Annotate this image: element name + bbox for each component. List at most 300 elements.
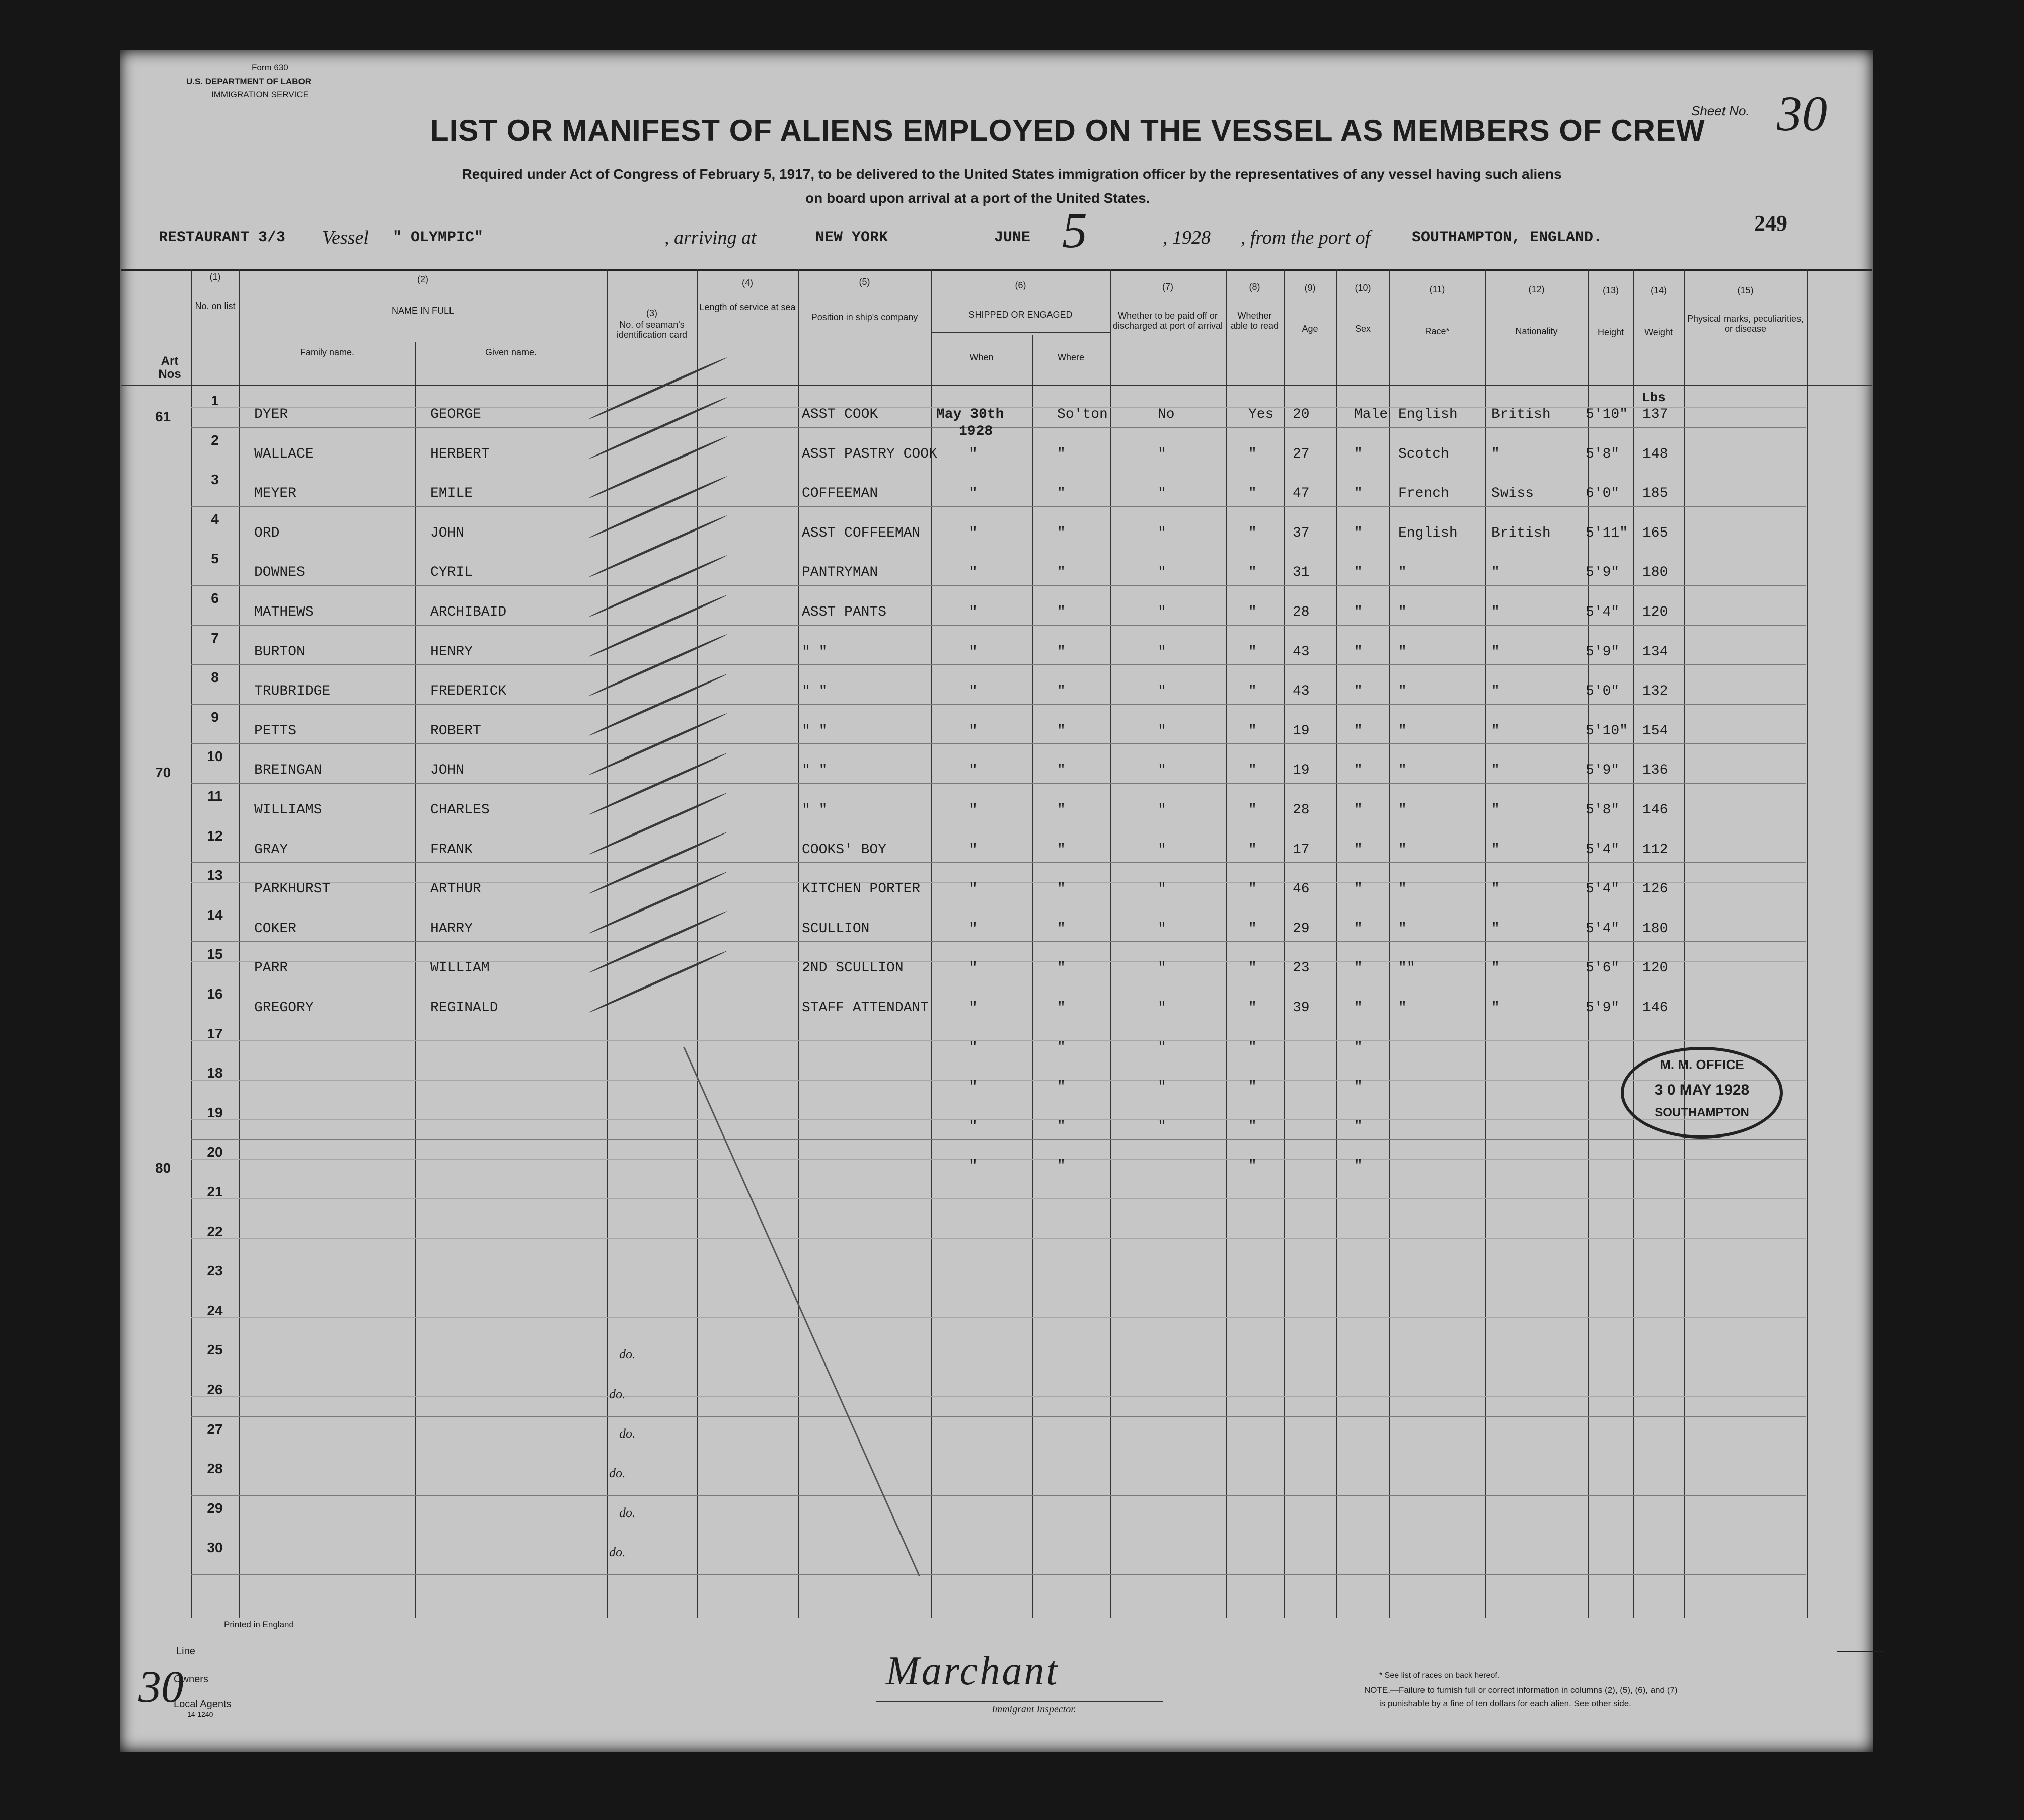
art-number: 61 <box>155 409 171 424</box>
cell-when: " <box>969 1118 978 1134</box>
cell-read: " <box>1248 446 1257 462</box>
department: U.S. DEPARTMENT OF LABOR <box>186 77 312 86</box>
cell-sex: " <box>1354 723 1363 739</box>
cell-read: " <box>1248 525 1257 541</box>
cell-height: 5'10" <box>1586 407 1628 422</box>
row-rule <box>191 1080 1806 1081</box>
arrival-year: , 1928 <box>1163 227 1211 248</box>
row-rule <box>191 506 1806 507</box>
cell-where: " <box>1057 486 1066 502</box>
cell-weight: 132 <box>1642 684 1668 700</box>
cell-age: 47 <box>1293 486 1310 502</box>
cell-read: " <box>1248 486 1257 502</box>
cell-nat: " <box>1491 644 1500 660</box>
departure-port: SOUTHAMPTON, ENGLAND. <box>1412 229 1603 246</box>
cell-family: WALLACE <box>254 446 314 462</box>
inspector-label: Immigrant Inspector. <box>992 1704 1076 1715</box>
cell-given: HENRY <box>430 644 473 660</box>
cell-position: ASST PANTS <box>802 604 887 620</box>
cell-when: " <box>969 763 978 779</box>
cell-given: ARCHIBAID <box>430 604 507 620</box>
cell-height: 6'0" <box>1586 486 1620 502</box>
row-rule <box>191 1238 1806 1239</box>
row-number: 14 <box>207 906 223 923</box>
cell-height: 5'9" <box>1586 644 1620 660</box>
row-rule <box>191 1495 1806 1496</box>
table-top-rule <box>121 269 1872 271</box>
row-number: 6 <box>211 590 219 606</box>
cell-read: " <box>1248 1079 1257 1095</box>
row-number: 21 <box>207 1184 223 1199</box>
cell-sex: " <box>1354 446 1363 462</box>
cell-where: " <box>1057 565 1066 581</box>
shipped-subheader-rule <box>931 332 1110 333</box>
cell-sex: " <box>1354 802 1363 818</box>
cell-when: " <box>969 644 978 660</box>
cell-sex: " <box>1354 1158 1363 1174</box>
column-divider <box>1807 269 1808 1618</box>
weight-unit: Lbs <box>1642 390 1666 405</box>
cell-family: DOWNES <box>254 565 305 581</box>
header-n7: (7) <box>1162 282 1173 292</box>
cell-race: " <box>1398 684 1407 700</box>
cell-weight: 134 <box>1642 644 1668 660</box>
header-given-name: Given name. <box>485 347 537 357</box>
cell-position: ASST COOK <box>802 407 878 422</box>
row-rule <box>191 1416 1806 1417</box>
cell-given: JOHN <box>430 763 465 779</box>
row-number: 10 <box>207 748 223 765</box>
header-n1: (1) <box>209 272 221 282</box>
cell-paid: " <box>1158 763 1166 779</box>
sheet-label: Sheet No. <box>1691 103 1750 118</box>
cell-read: " <box>1248 1000 1257 1016</box>
cell-nat: " <box>1491 604 1500 620</box>
margin-pen-line <box>1837 1651 1883 1652</box>
cell-race: " <box>1398 1000 1407 1016</box>
cell-age: 37 <box>1293 525 1310 541</box>
penalty-note-1: NOTE.—Failure to furnish full or correct information in columns (2), (5), (6), and (7) <box>1364 1685 1678 1695</box>
subtitle-line-1: Required under Act of Congress of February 5, 1917, to be delivered to the United States immigration officer by the representatives of any vessel having such aliens <box>462 166 1562 182</box>
cell-race: " <box>1398 644 1407 660</box>
cell-race: French <box>1398 486 1449 502</box>
cell-where: " <box>1057 446 1066 462</box>
cell-given: HERBERT <box>430 446 490 462</box>
header-n12: (12) <box>1528 284 1545 294</box>
cell-race: " <box>1398 842 1407 858</box>
cell-read: " <box>1248 644 1257 660</box>
cell-race: " <box>1398 921 1407 937</box>
row-rule <box>191 1574 1806 1575</box>
cell-where: " <box>1057 1158 1066 1174</box>
header-family-name: Family name. <box>299 347 355 357</box>
from-label: , from the port of <box>1241 227 1371 248</box>
cell-sex: " <box>1354 644 1363 660</box>
row-number: 20 <box>207 1144 223 1160</box>
cell-sex: " <box>1354 881 1363 897</box>
cell-where: " <box>1057 881 1066 897</box>
header-bottom-rule <box>121 385 1872 386</box>
cell-where: " <box>1057 604 1066 620</box>
cell-when: " <box>969 802 978 818</box>
cell-position: PANTRYMAN <box>802 565 878 581</box>
cell-where: " <box>1057 1000 1066 1016</box>
cell-sex: " <box>1354 763 1363 779</box>
cell-paid: " <box>1158 723 1166 739</box>
cell-paid: " <box>1158 604 1166 620</box>
row-number: 17 <box>207 1025 223 1041</box>
cell-sex: " <box>1354 486 1363 502</box>
cell-paid: " <box>1158 1039 1166 1055</box>
cell-read: " <box>1248 723 1257 739</box>
first-row-when: May 30th <box>936 407 1004 422</box>
cell-when: " <box>969 565 978 581</box>
ditto-mark: do. <box>609 1466 626 1481</box>
cell-weight: 180 <box>1642 921 1668 937</box>
cell-given: CHARLES <box>430 802 490 818</box>
cell-when: " <box>969 525 978 541</box>
sheet-number: 30 <box>1777 86 1827 141</box>
cell-nat: Swiss <box>1491 486 1534 502</box>
cell-where: " <box>1057 960 1066 976</box>
cell-family: GREGORY <box>254 1000 314 1016</box>
header-n5: (5) <box>859 277 870 287</box>
cell-race: " <box>1398 881 1407 897</box>
header-n2: (2) <box>417 274 428 284</box>
cell-nat: " <box>1491 565 1500 581</box>
cell-family: PARKHURST <box>254 881 331 897</box>
cell-family: MATHEWS <box>254 604 314 620</box>
header-when: When <box>969 352 994 362</box>
cell-given: JOHN <box>430 525 465 541</box>
cell-family: BURTON <box>254 644 305 660</box>
row-number: 11 <box>207 788 222 804</box>
cell-age: 17 <box>1293 842 1310 858</box>
arrival-month: JUNE <box>994 229 1031 246</box>
row-number: 24 <box>207 1302 223 1318</box>
cell-given: FREDERICK <box>430 684 507 700</box>
cell-paid: " <box>1158 1118 1166 1134</box>
cell-paid: " <box>1158 1079 1166 1095</box>
signature-line <box>876 1701 1163 1702</box>
cell-given: ARTHUR <box>430 881 481 897</box>
cell-where: " <box>1057 723 1066 739</box>
row-number: 13 <box>207 867 223 883</box>
row-rule <box>191 783 1806 784</box>
header-n3: (3) <box>646 308 657 318</box>
header-shipped: SHIPPED OR ENGAGED <box>968 310 1073 320</box>
cell-weight: 126 <box>1642 881 1668 897</box>
cell-height: 5'4" <box>1586 604 1620 620</box>
cell-height: 5'4" <box>1586 881 1620 897</box>
row-number: 3 <box>211 472 219 488</box>
cell-given: CYRIL <box>430 565 473 581</box>
row-rule <box>191 1317 1806 1318</box>
cell-weight: 137 <box>1642 407 1668 422</box>
cell-read: " <box>1248 1158 1257 1174</box>
cell-nat: " <box>1491 960 1500 976</box>
cell-sex: " <box>1354 525 1363 541</box>
header-n15: (15) <box>1737 285 1754 295</box>
cell-read: " <box>1248 881 1257 897</box>
cell-sex: " <box>1354 1079 1363 1095</box>
cell-family: PETTS <box>254 723 297 739</box>
cell-race: " <box>1398 763 1407 779</box>
cell-where: " <box>1057 525 1066 541</box>
header-n4: (4) <box>742 278 753 288</box>
page-reference: 249 <box>1754 211 1787 236</box>
cell-race: " <box>1398 565 1407 581</box>
row-number: 23 <box>207 1263 223 1279</box>
cell-when: " <box>969 960 978 976</box>
cell-read: " <box>1248 565 1257 581</box>
row-number: 28 <box>207 1461 223 1477</box>
manifest-title: LIST OR MANIFEST OF ALIENS EMPLOYED ON THE VESSEL AS MEMBERS OF CREW <box>430 114 1705 147</box>
cell-where: " <box>1057 1118 1066 1134</box>
cell-nat: " <box>1491 802 1500 818</box>
cell-position: " " <box>802 723 828 739</box>
cell-weight: 185 <box>1642 486 1668 502</box>
cell-nat: " <box>1491 446 1500 462</box>
cell-where: " <box>1057 644 1066 660</box>
header-no-on-list: No. on list <box>195 301 236 311</box>
cell-paid: " <box>1158 525 1166 541</box>
header-name-in-full: NAME IN FULL <box>391 306 455 316</box>
cell-height: 5'8" <box>1586 446 1620 462</box>
margin-sheet-number: 30 <box>138 1662 184 1712</box>
cell-when: " <box>969 1000 978 1016</box>
cell-when: " <box>969 723 978 739</box>
row-number: 9 <box>211 709 219 725</box>
cell-weight: 120 <box>1642 604 1668 620</box>
row-number: 22 <box>207 1223 223 1239</box>
cell-age: 27 <box>1293 446 1310 462</box>
row-rule <box>191 1396 1806 1397</box>
cell-age: 20 <box>1293 407 1310 422</box>
row-number: 29 <box>207 1500 223 1516</box>
header-sex: Sex <box>1355 324 1371 334</box>
cell-when: " <box>969 446 978 462</box>
cell-nat: " <box>1491 684 1500 700</box>
penalty-note-2: is punishable by a fine of ten dollars for each alien. See other side. <box>1379 1699 1631 1708</box>
stamp-date: 3 0 MAY 1928 <box>1654 1082 1750 1098</box>
cell-age: 46 <box>1293 881 1310 897</box>
arrival-port: NEW YORK <box>815 229 888 246</box>
row-number: 26 <box>207 1382 223 1397</box>
first-row-year: 1928 <box>959 424 993 439</box>
cell-sex: " <box>1354 1118 1363 1134</box>
inspector-signature: Marchant <box>886 1649 1060 1693</box>
cell-paid: " <box>1158 921 1166 937</box>
header-where: Where <box>1057 352 1084 362</box>
header-length-service: Length of service at sea <box>699 302 796 312</box>
cell-sex: " <box>1354 842 1363 858</box>
row-number: 4 <box>211 511 219 527</box>
header-n13: (13) <box>1602 285 1619 295</box>
cell-position: SCULLION <box>802 921 870 937</box>
header-seaman-card: No. of seaman's identification card <box>616 320 688 340</box>
row-number: 16 <box>207 986 223 1002</box>
ditto-mark: do. <box>619 1505 636 1520</box>
ditto-mark: do. <box>619 1347 636 1362</box>
owners-label: Owners <box>174 1674 208 1685</box>
row-number: 8 <box>211 669 219 686</box>
cell-nat: " <box>1491 1000 1500 1016</box>
vessel-label: Vessel <box>322 227 369 248</box>
row-number: 15 <box>207 946 223 962</box>
cell-sex: Male <box>1354 407 1388 422</box>
cell-age: 43 <box>1293 644 1310 660</box>
cell-nat: " <box>1491 763 1500 779</box>
cell-given: REGINALD <box>430 1000 498 1016</box>
row-number: 7 <box>211 630 219 646</box>
cell-age: 31 <box>1293 565 1310 581</box>
subtitle-line-2: on board upon arrival at a port of the United States. <box>805 190 1150 206</box>
cell-position: ASST PASTRY COOK <box>802 446 937 462</box>
ditto-mark: do. <box>619 1426 636 1441</box>
cell-position: " " <box>802 684 828 700</box>
cell-read: " <box>1248 842 1257 858</box>
cell-paid: No <box>1158 407 1175 422</box>
header-age: Age <box>1302 324 1318 334</box>
cell-given: GEORGE <box>430 407 481 422</box>
cell-height: 5'0" <box>1586 684 1620 700</box>
races-note: * See list of races on back hereof. <box>1379 1671 1500 1680</box>
cell-position: COFFEEMAN <box>802 486 878 502</box>
header-position: Position in ship's company <box>811 312 918 322</box>
art-number: 70 <box>155 765 171 781</box>
cell-age: 39 <box>1293 1000 1310 1016</box>
cell-read: " <box>1248 960 1257 976</box>
cell-height: 5'9" <box>1586 1000 1620 1016</box>
cell-where: " <box>1057 1079 1066 1095</box>
cell-height: 5'10" <box>1586 723 1628 739</box>
cell-position: " " <box>802 763 828 779</box>
cell-sex: " <box>1354 1000 1363 1016</box>
cell-read: " <box>1248 684 1257 700</box>
cell-paid: " <box>1158 684 1166 700</box>
cell-given: FRANK <box>430 842 473 858</box>
cell-sex: " <box>1354 960 1363 976</box>
cell-family: BREINGAN <box>254 763 322 779</box>
mm-office-stamp <box>1621 1047 1783 1139</box>
art-nos-rule <box>146 385 191 386</box>
cell-sex: " <box>1354 565 1363 581</box>
cell-when: " <box>969 921 978 937</box>
row-number: 5 <box>211 551 219 567</box>
cell-race: English <box>1398 407 1458 422</box>
cell-where: " <box>1057 842 1066 858</box>
row-rule <box>191 625 1806 626</box>
cell-read: " <box>1248 921 1257 937</box>
row-number: 2 <box>211 432 219 448</box>
arriving-label: , arriving at <box>664 227 757 248</box>
art-number: 80 <box>155 1160 171 1176</box>
cell-weight: 146 <box>1642 802 1668 818</box>
row-rule <box>191 427 1806 428</box>
cell-paid: " <box>1158 565 1166 581</box>
row-rule <box>191 1159 1806 1160</box>
cell-read: Yes <box>1248 407 1274 422</box>
row-rule <box>191 1119 1806 1120</box>
cell-where: " <box>1057 684 1066 700</box>
cell-paid: " <box>1158 802 1166 818</box>
cell-paid: " <box>1158 960 1166 976</box>
line-label: Line <box>176 1646 195 1657</box>
cell-read: " <box>1248 763 1257 779</box>
cell-family: PARR <box>254 960 288 976</box>
cell-sex: " <box>1354 604 1363 620</box>
cell-when: " <box>969 604 978 620</box>
cell-family: GRAY <box>254 842 288 858</box>
cell-paid: " <box>1158 644 1166 660</box>
row-number: 25 <box>207 1342 223 1358</box>
cell-height: 5'4" <box>1586 842 1620 858</box>
cell-position: " " <box>802 644 828 660</box>
cell-where: " <box>1057 921 1066 937</box>
cell-position: STAFF ATTENDANT <box>802 1000 929 1016</box>
arrival-day: 5 <box>1062 202 1087 258</box>
cell-read: " <box>1248 802 1257 818</box>
cell-given: ROBERT <box>430 723 481 739</box>
cell-given: HARRY <box>430 921 473 937</box>
stamp-bottom: SOUTHAMPTON <box>1655 1106 1749 1119</box>
row-rule <box>191 704 1806 705</box>
header-weight: Weight <box>1644 327 1673 337</box>
row-rule <box>191 862 1806 863</box>
cell-nat: British <box>1491 525 1551 541</box>
cell-race: " <box>1398 802 1407 818</box>
cell-nat: British <box>1491 407 1551 422</box>
cell-position: 2ND SCULLION <box>802 960 904 976</box>
cell-where: " <box>1057 1039 1066 1055</box>
header-height: Height <box>1597 327 1624 337</box>
cell-height: 5'11" <box>1586 525 1628 541</box>
cell-age: 43 <box>1293 684 1310 700</box>
ditto-mark: do. <box>609 1545 626 1560</box>
stamp-top: M. M. OFFICE <box>1660 1057 1744 1072</box>
cell-weight: 180 <box>1642 565 1668 581</box>
row-number: 19 <box>207 1104 223 1120</box>
cell-position: COOKS' BOY <box>802 842 887 858</box>
cell-given: WILLIAM <box>430 960 490 976</box>
cell-read: " <box>1248 1039 1257 1055</box>
header-race: Race* <box>1425 326 1450 336</box>
cell-weight: 154 <box>1642 723 1668 739</box>
cell-race: " <box>1398 723 1407 739</box>
column-divider <box>415 342 416 1618</box>
cell-age: 28 <box>1293 604 1310 620</box>
cell-where: " <box>1057 763 1066 779</box>
cell-family: TRUBRIDGE <box>254 684 331 700</box>
header-marks: Physical marks, peculiarities, or disease <box>1687 314 1804 334</box>
header-n8: (8) <box>1249 282 1260 292</box>
cell-race: English <box>1398 525 1458 541</box>
cell-nat: " <box>1491 921 1500 937</box>
column-divider <box>1032 335 1033 1618</box>
cell-nat: " <box>1491 842 1500 858</box>
section-label: RESTAURANT 3/3 <box>159 229 286 246</box>
cell-weight: 146 <box>1642 1000 1668 1016</box>
cell-paid: " <box>1158 881 1166 897</box>
cell-family: WILLIAMS <box>254 802 322 818</box>
row-rule <box>191 1198 1806 1199</box>
cell-family: COKER <box>254 921 297 937</box>
row-number: 27 <box>207 1421 223 1437</box>
cell-paid: " <box>1158 446 1166 462</box>
cell-height: 5'6" <box>1586 960 1620 976</box>
header-art-nos: Art Nos <box>158 354 181 381</box>
